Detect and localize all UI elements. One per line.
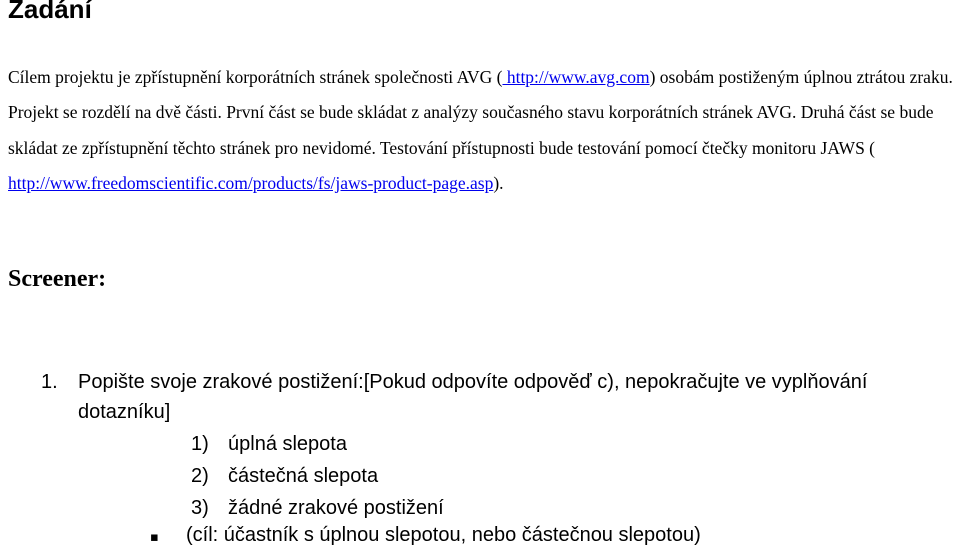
question-number: 1. bbox=[41, 371, 58, 393]
intro-text-3: ). bbox=[493, 172, 504, 193]
option-item bbox=[191, 493, 444, 523]
screener-heading: Screener: bbox=[8, 266, 107, 292]
page-title: Zadání bbox=[8, 0, 92, 24]
option-label: žádné zrakové postižení bbox=[228, 497, 444, 519]
square-bullet-icon: ▪ bbox=[150, 530, 159, 545]
option-item bbox=[191, 461, 378, 491]
intro-paragraph bbox=[8, 60, 958, 201]
intro-text-1: Cílem projektu je zpřístupnění korporátních stránek společnosti AVG ( bbox=[8, 67, 503, 87]
avg-link[interactable]: http://www.avg.com bbox=[502, 67, 650, 87]
option-label: úplná slepota bbox=[228, 433, 347, 455]
freedomscientific-link[interactable]: http://www.freedomscientific.com/products/fs/jaws-product-page.asp bbox=[8, 172, 494, 193]
option-number: 2) bbox=[191, 465, 209, 487]
question-text: Popište svoje zrakové postižení:[Pokud odpovíte odpověď c), nepokračujte ve vyplňování dotazníku] bbox=[78, 371, 868, 423]
option-item bbox=[191, 429, 347, 459]
intro-text-2: ) osobám postiženým úplnou ztrátou zraku. Projekt se rozdělí na dvě části. První část se bude skládat z analýzy současného stavu korporátních stránek AVG. Druhá část se bude skládat ze zpřístupnění těchto stránek pro nevidomé. Testování přístupnosti bude testování pomocí čtečky monitoru JAWS ( bbox=[8, 67, 953, 158]
option-number: 3) bbox=[191, 497, 209, 519]
option-label: částečná slepota bbox=[228, 465, 379, 487]
screener-note: (cíl: účastník s úplnou slepotou, nebo částečnou slepotou) bbox=[186, 524, 701, 546]
option-number: 1) bbox=[191, 433, 209, 455]
